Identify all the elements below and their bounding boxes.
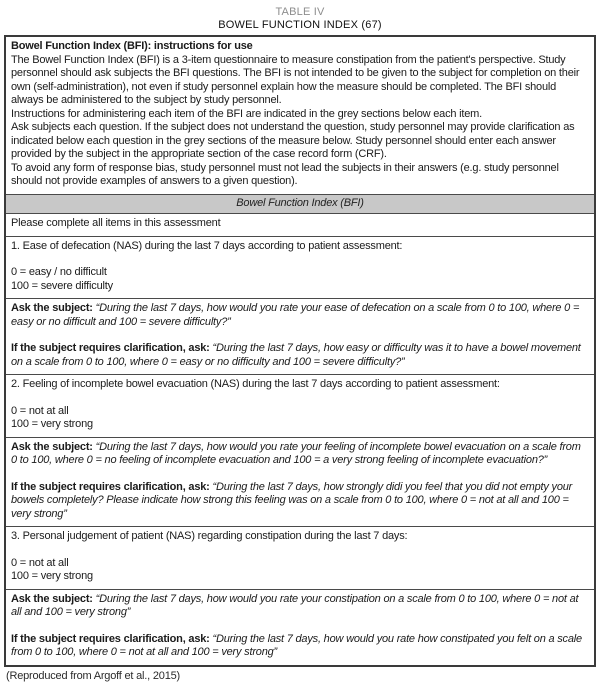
- instructions-paragraph-4: To avoid any form of response bias, study personnel must not lead the subjects in their answers (e.g. study personnel should not provide examples of answers to a given question).: [11, 162, 588, 189]
- table-number: TABLE IV: [4, 6, 596, 19]
- item3-clarify-label: If the subject requires clarification, ask:: [11, 633, 210, 645]
- table-title: BOWEL FUNCTION INDEX (67): [4, 19, 596, 32]
- instructions-section: [6, 37, 594, 194]
- item3-question: 3. Personal judgement of patient (NAS) regarding constipation during the last 7 days:: [11, 530, 588, 544]
- item2-clarify-label: If the subject requires clarification, ask:: [11, 481, 210, 493]
- spacer: [11, 468, 588, 481]
- source-footnote: (Reproduced from Argoff et al., 2015): [4, 667, 596, 683]
- item2-ask-text: “During the last 7 days, how would you rate your feeling of incomplete bowel evacuation on a scale from 0 to 100, where 0 = no feeling of incomplete evacuation and 100 = a very strong feeling of incomplete evacuation?”: [11, 441, 581, 467]
- item1-clarify-line: [11, 342, 588, 369]
- bfi-table: [4, 35, 596, 667]
- table-caption: [4, 3, 596, 35]
- item1-scale-high: 100 = severe difficulty: [11, 280, 588, 294]
- item3-ask-label: Ask the subject:: [11, 593, 93, 605]
- spacer: [11, 620, 588, 633]
- item2-scale-low: 0 = not at all: [11, 405, 588, 419]
- instructions-paragraph-3: Ask subjects each question. If the subject does not understand the question, study personnel may provide clarification as indicated below each question in the grey sections of the measure below. Study personnel should enter each answer provided by the subject in the appropriate section of the case record form (CRF).: [11, 121, 588, 162]
- item2-ask-line: [11, 441, 588, 468]
- item1-question: 1. Ease of defecation (NAS) during the last 7 days according to patient assessment:: [11, 240, 588, 254]
- item1-ask-text: “During the last 7 days, how would you rate your ease of defecation on a scale from 0 to 100, where 0 = easy or no difficult and 100 = severe difficulty?”: [11, 302, 579, 328]
- item3-clarify-text: “During the last 7 days, how would you rate how constipated you felt on a scale from 0 to 100, where 0 = not at all and 100 = very strong”: [11, 633, 582, 659]
- complete-note: Please complete all items in this assessment: [6, 213, 594, 236]
- item3-ask-line: [11, 593, 588, 620]
- item1-ask-line: [11, 302, 588, 329]
- bfi-band-title: Bowel Function Index (BFI): [6, 194, 594, 214]
- item2-clarify-text: “During the last 7 days, how strongly didi you feel that you did not empty your bowels completely? Please indicate how strong this feeling was on a scale from 0 to 100, where 0 = not at all and 100 = very strong”: [11, 481, 572, 520]
- item2-ask-label: Ask the subject:: [11, 441, 93, 453]
- instructions-paragraph-2: Instructions for administering each item of the BFI are indicated in the grey sections below each item.: [11, 108, 588, 122]
- item1-ask-label: Ask the subject:: [11, 302, 93, 314]
- item3-scale-high: 100 = very strong: [11, 570, 588, 584]
- item1-scale-low: 0 = easy / no difficult: [11, 266, 588, 280]
- item3-clarify-line: [11, 633, 588, 660]
- spacer: [11, 329, 588, 342]
- item2-question: 2. Feeling of incomplete bowel evacuation (NAS) during the last 7 days according to patient assessment:: [11, 378, 588, 392]
- spacer: [11, 544, 588, 557]
- item1-clarify-label: If the subject requires clarification, ask:: [11, 342, 210, 354]
- item3-ask-text: “During the last 7 days, how would you rate your constipation on a scale from 0 to 100, where 0 = not at all and 100 = very strong”: [11, 593, 578, 619]
- item1-question-section: [6, 236, 594, 299]
- spacer: [11, 253, 588, 266]
- instructions-heading: Bowel Function Index (BFI): instructions for use: [11, 40, 588, 54]
- item2-scale-high: 100 = very strong: [11, 418, 588, 432]
- item2-question-section: [6, 374, 594, 437]
- item1-administration-section: [6, 298, 594, 374]
- item3-question-section: [6, 526, 594, 589]
- item1-clarify-text: “During the last 7 days, how easy or difficulty was it to have a bowel movement on a scale from 0 to 100, where 0 = easy or no difficulty and 100 = severe difficulty?”: [11, 342, 581, 368]
- instructions-paragraph-1: The Bowel Function Index (BFI) is a 3-item questionnaire to measure constipation from the patient's perspective. Study personnel should ask subjects the BFI questions. The BFI is not intended to be given to the subject for completion on their own (self-administration), not even if study personnel explain how the measure should be completed. The BFI should always be administered to the subject by study personnel.: [11, 54, 588, 108]
- item2-clarify-line: [11, 481, 588, 522]
- item3-scale-low: 0 = not at all: [11, 557, 588, 571]
- spacer: [11, 392, 588, 405]
- item2-administration-section: [6, 437, 594, 527]
- item3-administration-section: [6, 589, 594, 665]
